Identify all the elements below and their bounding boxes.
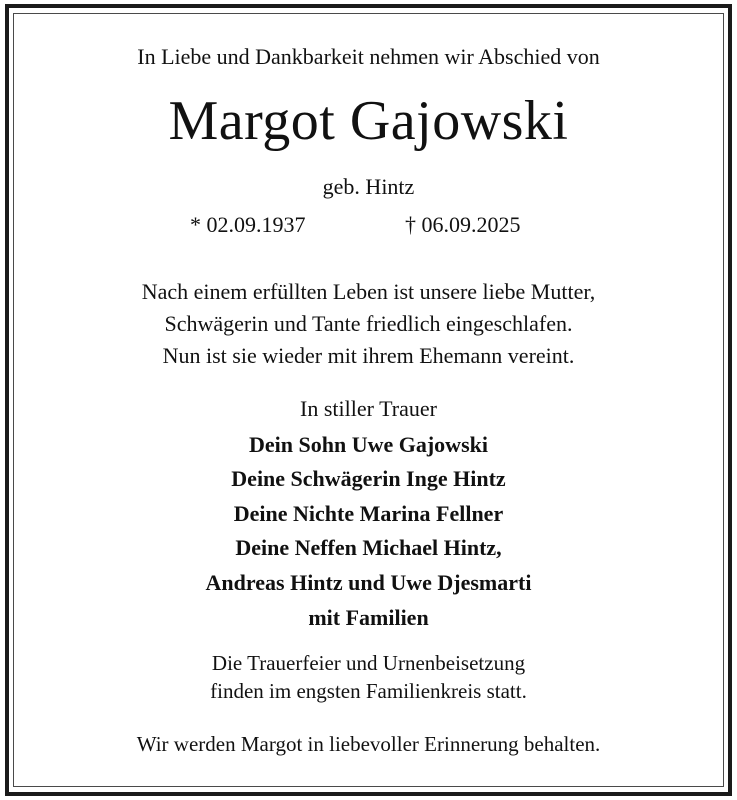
message-line: Schwägerin und Tante friedlich eingeschlafen. [164, 311, 573, 336]
family-member: Dein Sohn Uwe Gajowski [249, 432, 488, 457]
maiden-name: geb. Hintz [322, 174, 415, 199]
mourning-intro: In stiller Trauer [300, 396, 437, 421]
message-line: Nach einem erfüllten Leben ist unsere liebe Mutter, [141, 279, 596, 304]
family-member: Deine Schwägerin Inge Hintz [231, 466, 506, 491]
death-date: † 06.09.2025 [405, 212, 521, 237]
family-member: mit Familien [308, 605, 429, 630]
message-line: Nun ist sie wieder mit ihrem Ehemann vereint. [162, 343, 575, 368]
intro-text: In Liebe und Dankbarkeit nehmen wir Abschied von [137, 44, 600, 69]
closing-text: Wir werden Margot in liebevoller Erinnerung behalten. [136, 732, 601, 756]
funeral-info-line: Die Trauerfeier und Urnenbeisetzung [211, 651, 526, 675]
life-dates [0, 212, 737, 240]
deceased-name: Margot Gajowski [168, 90, 569, 152]
birth-date: * 02.09.1937 [190, 212, 306, 237]
family-member: Andreas Hintz und Uwe Djesmarti [205, 570, 532, 595]
family-member: Deine Neffen Michael Hintz, [235, 535, 502, 560]
family-member: Deine Nichte Marina Fellner [233, 501, 504, 526]
funeral-info-line: finden im engsten Familienkreis statt. [210, 679, 527, 703]
